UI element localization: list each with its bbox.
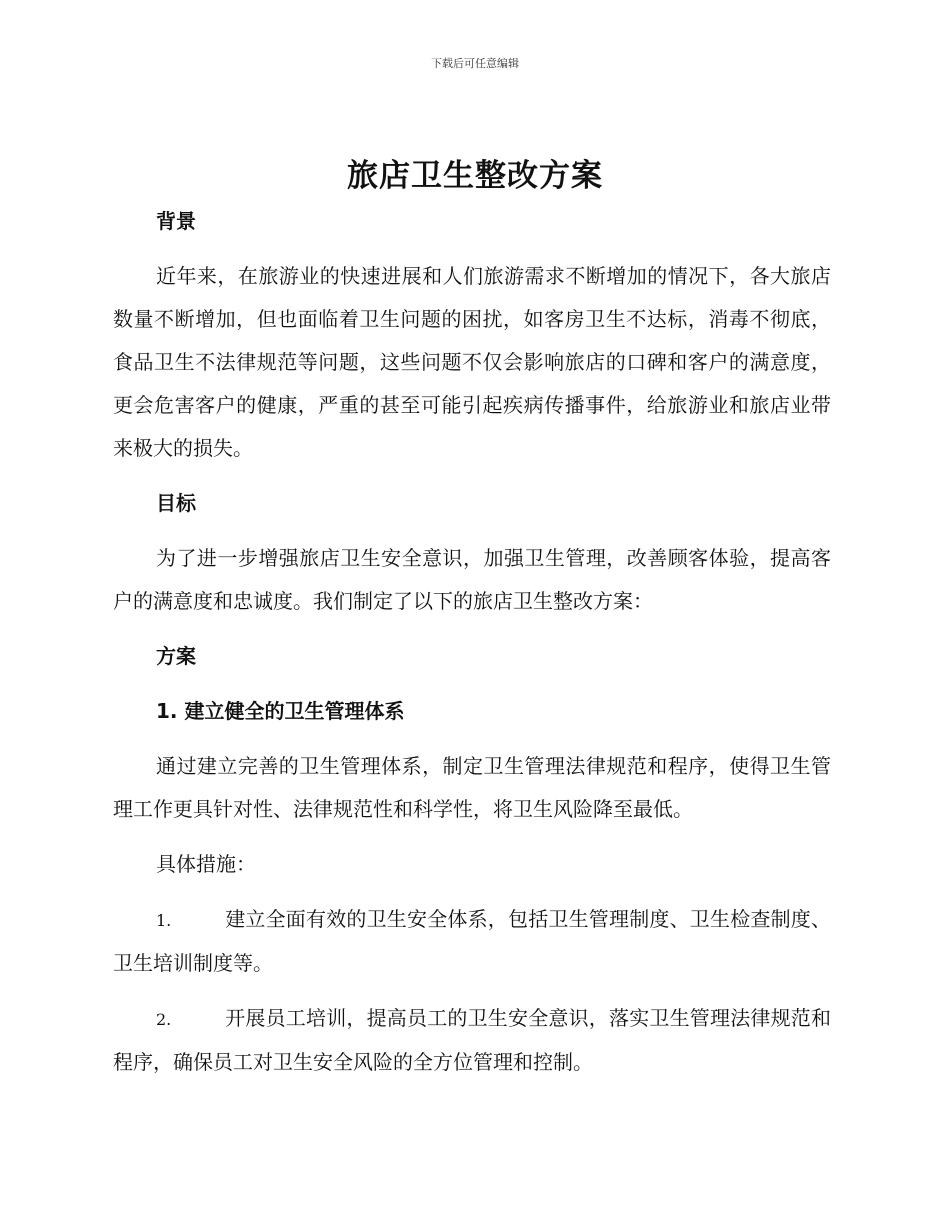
plan-subheading-1: 1. 建立健全的卫生管理体系 <box>156 699 405 723</box>
document-body <box>113 200 831 1084</box>
section-heading-background: 背景 <box>156 209 196 233</box>
section-heading-goal: 目标 <box>156 491 196 515</box>
list-item-number: 1. <box>156 911 172 930</box>
section-heading-plan: 方案 <box>156 644 196 668</box>
document-title: 旅店卫生整改方案 <box>347 158 603 194</box>
plan-1-paragraph: 通过建立完善的卫生管理体系，制定卫生管理法律规范和程序，使得卫生管理工作更具针对性、法律规范性和科学性，将卫生风险降至最低。 <box>113 754 831 821</box>
background-paragraph: 近年来，在旅游业的快速进展和人们旅游需求不断增加的情况下，各大旅店数量不断增加，但也面临着卫生问题的困扰，如客房卫生不达标，消毒不彻底，食品卫生不法律规范等问题，这些问题不仅会影响旅店的口碑和客户的满意度，更会危害客户的健康，严重的甚至可能引起疾病传播事件，给旅游业和旅店业带来极大的损失。 <box>113 264 831 460</box>
list-item <box>113 898 831 985</box>
page-header: 下载后可任意编辑 <box>431 57 519 70</box>
list-item-text: 开展员工培训，提高员工的卫生安全意识，落实卫生管理法律规范和程序，确保员工对卫生安全风险的全方位管理和控制。 <box>113 1006 831 1074</box>
list-item <box>113 997 831 1084</box>
list-item-number: 2. <box>156 1010 172 1029</box>
goal-paragraph: 为了进一步增强旅店卫生安全意识，加强卫生管理，改善顾客体验，提高客户的满意度和忠诚度。我们制定了以下的旅店卫生整改方案： <box>113 546 831 613</box>
measures-label: 具体措施： <box>156 852 256 876</box>
list-item-text: 建立全面有效的卫生安全体系，包括卫生管理制度、卫生检查制度、卫生培训制度等。 <box>113 907 831 975</box>
